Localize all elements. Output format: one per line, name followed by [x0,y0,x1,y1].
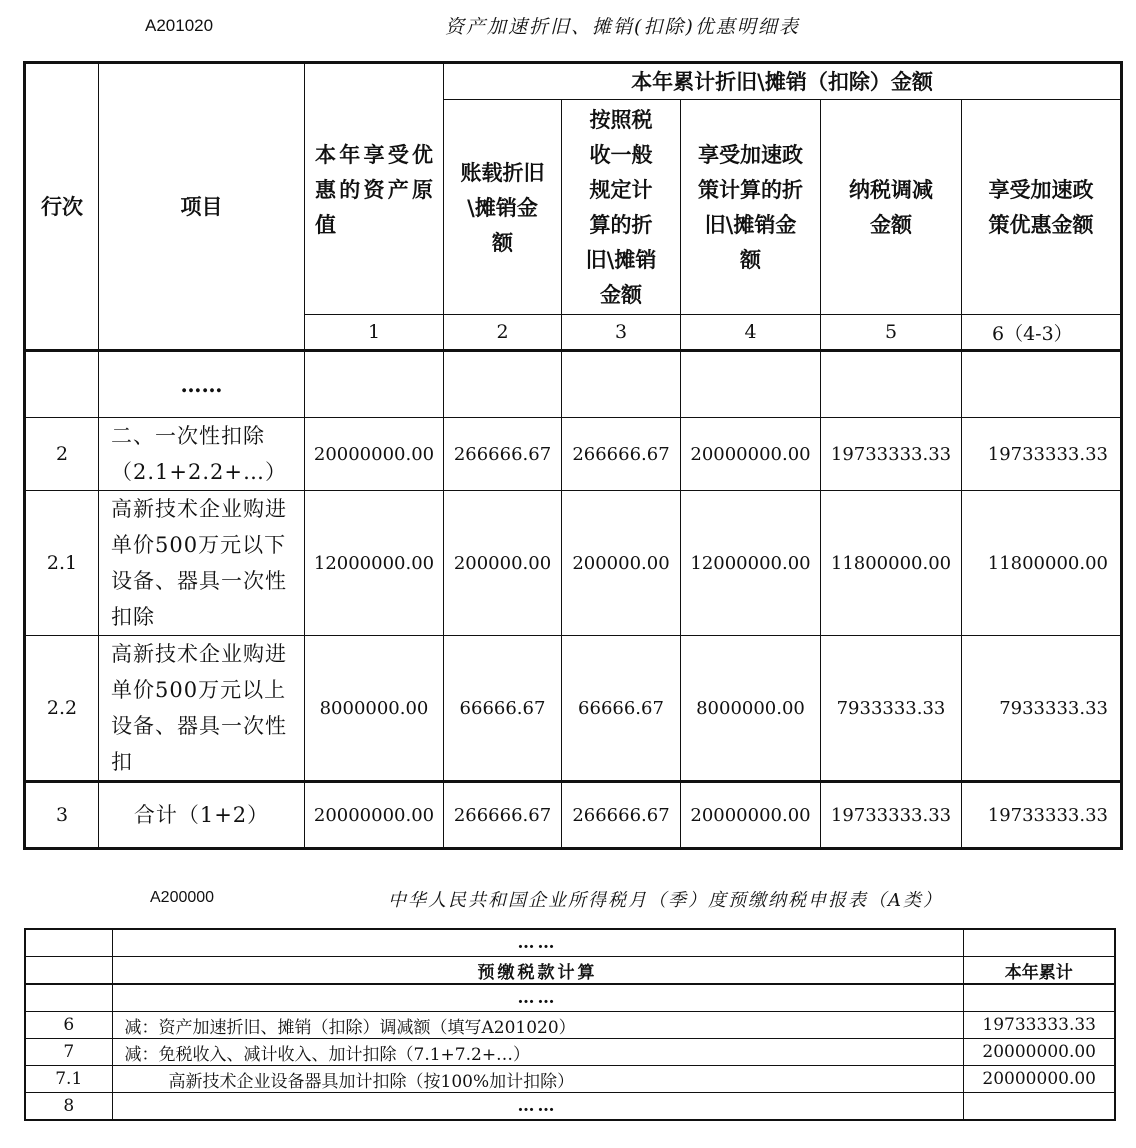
row-no: 6 [25,1012,112,1039]
cell-value: 7933333.33 [821,636,962,782]
cell-value: 66666.67 [562,636,681,782]
ellipsis-row: …… [112,984,963,1012]
cell-value: 20000000.00 [681,418,821,491]
cell-value: 19733333.33 [821,782,962,849]
row-item: 二、一次性扣除（2.1+2.2+…） [99,418,305,491]
row-item: …… [112,1093,963,1121]
row-no: 3 [25,782,99,849]
header-book-amount: 账载折旧\摊销金额 [444,100,562,315]
cell-value: 20000000.00 [305,418,444,491]
col-number: 6（4-3） [962,315,1122,351]
header-general-amount: 按照税收一般规定计算的折旧\摊销金额 [562,100,681,315]
col-number: 5 [821,315,962,351]
table2-code: A200000 [150,889,215,906]
acceleration-depreciation-table [23,61,1123,850]
row-no: 2.2 [25,636,99,782]
row-no: 2 [25,418,99,491]
row-item: 高新技术企业购进单价500万元以下设备、器具一次性扣除 [99,491,305,636]
cell-value: 200000.00 [444,491,562,636]
col-number: 2 [444,315,562,351]
cell-value: 8000000.00 [681,636,821,782]
cell-value: 200000.00 [562,491,681,636]
col-number: 3 [562,315,681,351]
cell-value: 66666.67 [444,636,562,782]
row-no: 2.1 [25,491,99,636]
cell-value: 12000000.00 [305,491,444,636]
cell-value: 19733333.33 [962,418,1122,491]
cell-value: 20000000.00 [681,782,821,849]
row-item: 合计（1+2） [99,782,305,849]
header-row-no: 行次 [25,63,99,351]
cell-value: 20000000.00 [305,782,444,849]
cell-value: 20000000.00 [963,1039,1115,1066]
header-group: 本年累计折旧\摊销（扣除）金额 [444,63,1122,100]
cell-value: 20000000.00 [963,1066,1115,1093]
cell-value: 19733333.33 [821,418,962,491]
row-item: 减：免税收入、减计收入、加计扣除（7.1+7.2+…） [112,1039,963,1066]
row-item: 高新技术企业购进单价500万元以上设备、器具一次性扣 [99,636,305,782]
row-item: 高新技术企业设备器具加计扣除（按100%加计扣除） [112,1066,963,1093]
row-item: 减：资产加速折旧、摊销（扣除）调减额（填写A201020） [112,1012,963,1039]
row-no [25,351,99,418]
cell-value: 266666.67 [444,782,562,849]
cell-value: 11800000.00 [962,491,1122,636]
table1-title: 资产加速折旧、摊销(扣除)优惠明细表 [445,16,800,38]
cell-value [963,1093,1115,1121]
table2-title: 中华人民共和国企业所得税月（季）度预缴纳税申报表（A类） [388,890,943,911]
ellipsis-row: …… [99,351,305,418]
prepayment-declaration-table [24,928,1116,1121]
cell-value: 19733333.33 [962,782,1122,849]
cell-value: 8000000.00 [305,636,444,782]
row-no: 7.1 [25,1066,112,1093]
cell-value: 19733333.33 [963,1012,1115,1039]
header-benefit-amount: 享受加速政策优惠金额 [962,100,1122,315]
row-no [25,929,112,957]
col-number: 1 [305,315,444,351]
ytd-header: 本年累计 [963,957,1115,985]
cell-value: 7933333.33 [962,636,1122,782]
ellipsis-row: …… [112,929,963,957]
row-no: 7 [25,1039,112,1066]
cell-value: 266666.67 [562,418,681,491]
row-no: 8 [25,1093,112,1121]
table1-code: A201020 [145,16,214,35]
cell-value: 11800000.00 [821,491,962,636]
header-accelerated-amount: 享受加速政策计算的折旧\摊销金额 [681,100,821,315]
row-no [25,957,112,985]
cell-value: 266666.67 [562,782,681,849]
header-adjustment-amount: 纳税调减金额 [821,100,962,315]
header-item: 项目 [99,63,305,351]
cell-value: 12000000.00 [681,491,821,636]
section-header: 预缴税款计算 [112,957,963,985]
header-original-value: 本年享受优惠的资产原值 [305,63,444,315]
cell-value: 266666.67 [444,418,562,491]
col-number: 4 [681,315,821,351]
